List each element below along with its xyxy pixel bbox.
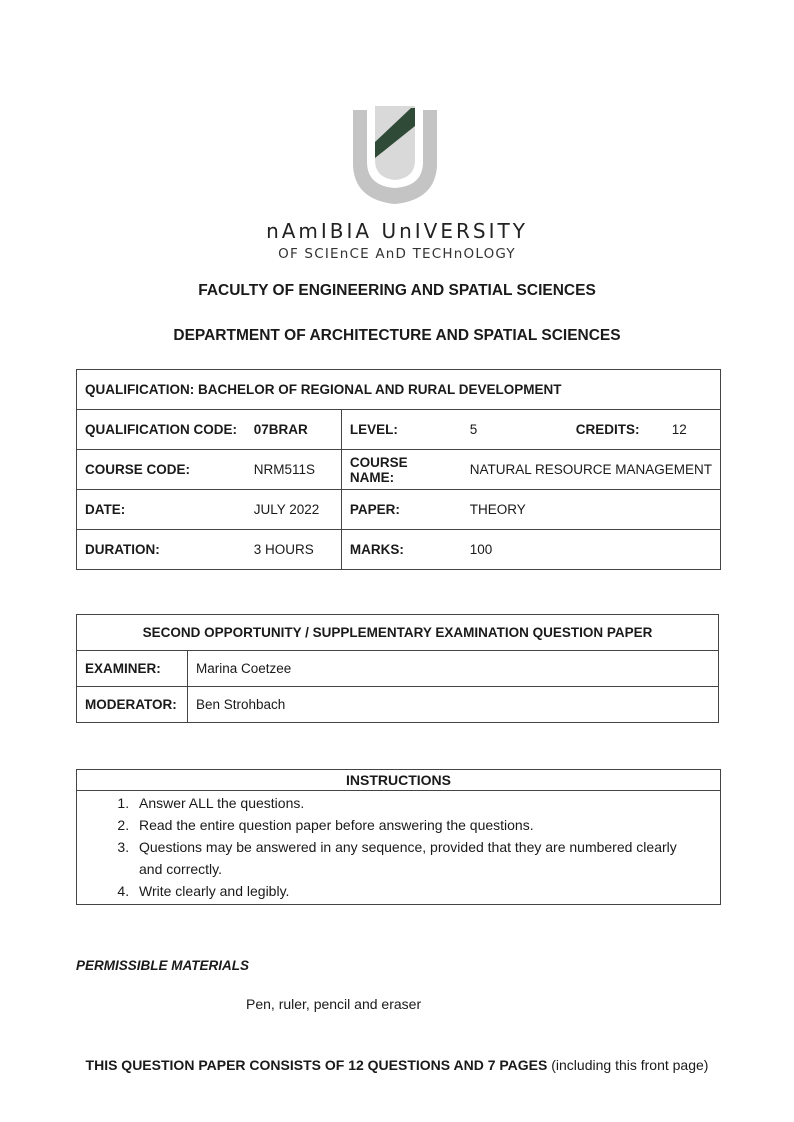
list-item: 4. Write clearly and legibly. (133, 880, 702, 902)
instructions-list (77, 791, 720, 904)
list-item: 3. Questions may be answered in any sequence, provided that they are numbered clearly and correctly. (133, 836, 702, 880)
marks-label: MARKS: (341, 530, 461, 570)
examination-title: SECOND OPPORTUNITY / SUPPLEMENTARY EXAMINATION QUESTION PAPER (77, 615, 719, 651)
moderator-label: MODERATOR: (77, 687, 188, 723)
page-count-note (0, 1057, 794, 1073)
qualification-code-label: QUALIFICATION CODE: (77, 410, 246, 450)
credits-label: CREDITS: (568, 410, 664, 450)
date-label: DATE: (77, 490, 246, 530)
department-heading: DEPARTMENT OF ARCHITECTURE AND SPATIAL SCIENCES (173, 327, 621, 344)
page-count-bold: THIS QUESTION PAPER CONSISTS OF 12 QUESTIONS AND 7 PAGES (85, 1057, 548, 1073)
course-name-label: COURSE NAME: (341, 450, 461, 490)
paper-value: THEORY (462, 490, 721, 530)
faculty-heading: FACULTY OF ENGINEERING AND SPATIAL SCIENCES (198, 282, 596, 299)
date-value: JULY 2022 (246, 490, 342, 530)
university-logo (345, 100, 445, 208)
moderator-value: Ben Strohbach (188, 687, 719, 723)
course-name-value: NATURAL RESOURCE MANAGEMENT (462, 450, 721, 490)
course-code-value: NRM511S (246, 450, 342, 490)
table-row (77, 615, 719, 651)
duration-value: 3 HOURS (246, 530, 342, 570)
qualification-code-value: 07BRAR (246, 410, 342, 450)
table-row (77, 687, 719, 723)
shield-logo-icon (345, 100, 445, 208)
level-label: LEVEL: (341, 410, 461, 450)
paper-label: PAPER: (341, 490, 461, 530)
credits-value: 12 (664, 410, 721, 450)
course-code-label: COURSE CODE: (77, 450, 246, 490)
permissible-materials-text: Pen, ruler, pencil and eraser (246, 996, 422, 1012)
duration-label: DURATION: (77, 530, 246, 570)
table-row (77, 490, 721, 530)
permissible-materials-label: PERMISSIBLE MATERIALS (76, 958, 250, 973)
marks-value: 100 (462, 530, 721, 570)
instructions-box (76, 769, 721, 905)
table-row (77, 450, 721, 490)
university-subtitle: OF SCIEnCE AnD TECHnOLOGY (278, 246, 516, 262)
table-row (77, 530, 721, 570)
instructions-title: INSTRUCTIONS (77, 770, 720, 791)
examination-table (76, 614, 719, 723)
examiner-value: Marina Coetzee (188, 651, 719, 687)
examiner-label: EXAMINER: (77, 651, 188, 687)
qualification-table (76, 369, 721, 570)
table-row (77, 410, 721, 450)
level-value: 5 (462, 410, 568, 450)
page-count-suffix: (including this front page) (547, 1057, 709, 1073)
table-row (77, 370, 721, 410)
qualification-cell: QUALIFICATION: BACHELOR OF REGIONAL AND RURAL DEVELOPMENT (77, 370, 721, 410)
university-name: nAmIBIA UnIVERSITY (266, 219, 528, 243)
table-row (77, 651, 719, 687)
list-item: 2. Read the entire question paper before answering the questions. (133, 814, 702, 836)
list-item: 1. Answer ALL the questions. (133, 792, 702, 814)
